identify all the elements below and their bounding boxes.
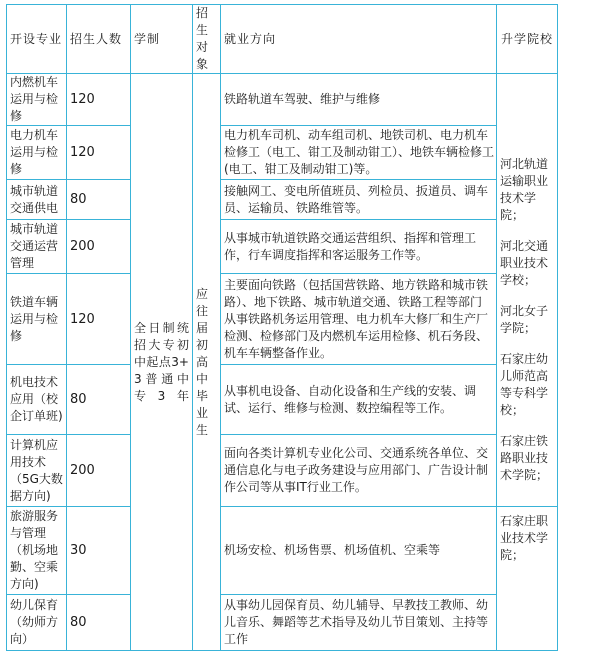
direction-cell: 从事幼儿园保育员、幼儿辅导、早教技工教师、幼儿音乐、舞蹈等艺术指导及幼儿节目策划、主持等工作	[221, 595, 497, 651]
count-cell: 200	[67, 220, 131, 274]
header-count: 招生人数	[67, 5, 131, 74]
header-major: 开设专业	[7, 5, 67, 74]
major-cell: 旅游服务与管理（机场地勤、空乘方向)	[7, 507, 67, 595]
count-cell: 80	[67, 595, 131, 651]
major-cell: 内燃机车运用与检修	[7, 74, 67, 126]
header-row	[7, 5, 558, 74]
count-cell: 120	[67, 74, 131, 126]
table-row	[7, 126, 558, 180]
header-system: 学制	[131, 5, 193, 74]
table-row	[7, 435, 558, 507]
direction-cell: 从事机电设备、自动化设备和生产线的安装、调试、运行、维修与检测、数控编程等工作。	[221, 365, 497, 435]
system-cell: 全日制统招大专初中起点3+3普通中专3年	[131, 74, 193, 651]
header-school: 升学院校	[497, 5, 558, 74]
school-item: 石家庄幼儿师范高等专科学校；	[500, 352, 549, 417]
count-cell: 30	[67, 507, 131, 595]
major-cell: 城市轨道交通供电	[7, 180, 67, 220]
target-cell: 应往届初高中毕业生	[193, 74, 221, 651]
school-cell-group1	[497, 74, 558, 507]
direction-cell: 接触网工、变电所值班员、列检员、扳道员、调车员、运输员、铁路维管等。	[221, 180, 497, 220]
count-cell: 120	[67, 126, 131, 180]
table-row	[7, 507, 558, 595]
header-target: 招生对象	[193, 5, 221, 74]
table-row	[7, 365, 558, 435]
count-cell: 80	[67, 365, 131, 435]
direction-cell: 机场安检、机场售票、机场值机、空乘等	[221, 507, 497, 595]
major-cell: 铁道车辆运用与检修	[7, 274, 67, 365]
table-row	[7, 274, 558, 365]
school-item: 石家庄职业技术学院；	[500, 514, 549, 562]
count-cell: 80	[67, 180, 131, 220]
direction-cell: 主要面向铁路（包括国营铁路、地方铁路和城市铁路）、地下铁路、城市轨道交通、铁路工程等部门 从事铁路机务运用管理、电力机车大修厂和生产厂检测、检修部门及内燃机车运用检修、机石务段、机车车辆整备作业。	[221, 274, 497, 365]
table-row	[7, 180, 558, 220]
direction-cell: 铁路轨道车驾驶、维护与维修	[221, 74, 497, 126]
table-row	[7, 595, 558, 651]
school-item: 河北轨道运输职业技术学院；	[500, 157, 549, 222]
count-cell: 200	[67, 435, 131, 507]
major-cell: 电力机车运用与检修	[7, 126, 67, 180]
school-item: 石家庄铁路职业技术学院；	[500, 434, 549, 482]
enrollment-table	[6, 4, 558, 651]
direction-cell: 面向各类计算机专业化公司、交通系统各单位、交通信息化与电子政务建设与应用部门、广告设计制作公司等从事IT行业工作。	[221, 435, 497, 507]
count-cell: 120	[67, 274, 131, 365]
school-item: 河北女子学院；	[500, 304, 549, 335]
major-cell: 幼儿保育（幼师方向）	[7, 595, 67, 651]
table-row	[7, 220, 558, 274]
direction-cell: 电力机车司机、动车组司机、地铁司机、电力机车检修工（电工、钳工及制动钳工）、地铁车辆检修工(电工、钳工及制动钳工)等。	[221, 126, 497, 180]
header-direction: 就业方向	[221, 5, 497, 74]
major-cell: 计算机应用技术（5G大数据方向)	[7, 435, 67, 507]
major-cell: 城市轨道交通运营管理	[7, 220, 67, 274]
direction-cell: 从事城市轨道铁路交通运营组织、指挥和管理工作，行车调度指挥和客运服务工作等。	[221, 220, 497, 274]
major-cell: 机电技术应用（校企订单班)	[7, 365, 67, 435]
school-cell-group2	[497, 507, 558, 651]
table-row	[7, 74, 558, 126]
school-item: 河北交通职业技术学校；	[500, 239, 549, 287]
